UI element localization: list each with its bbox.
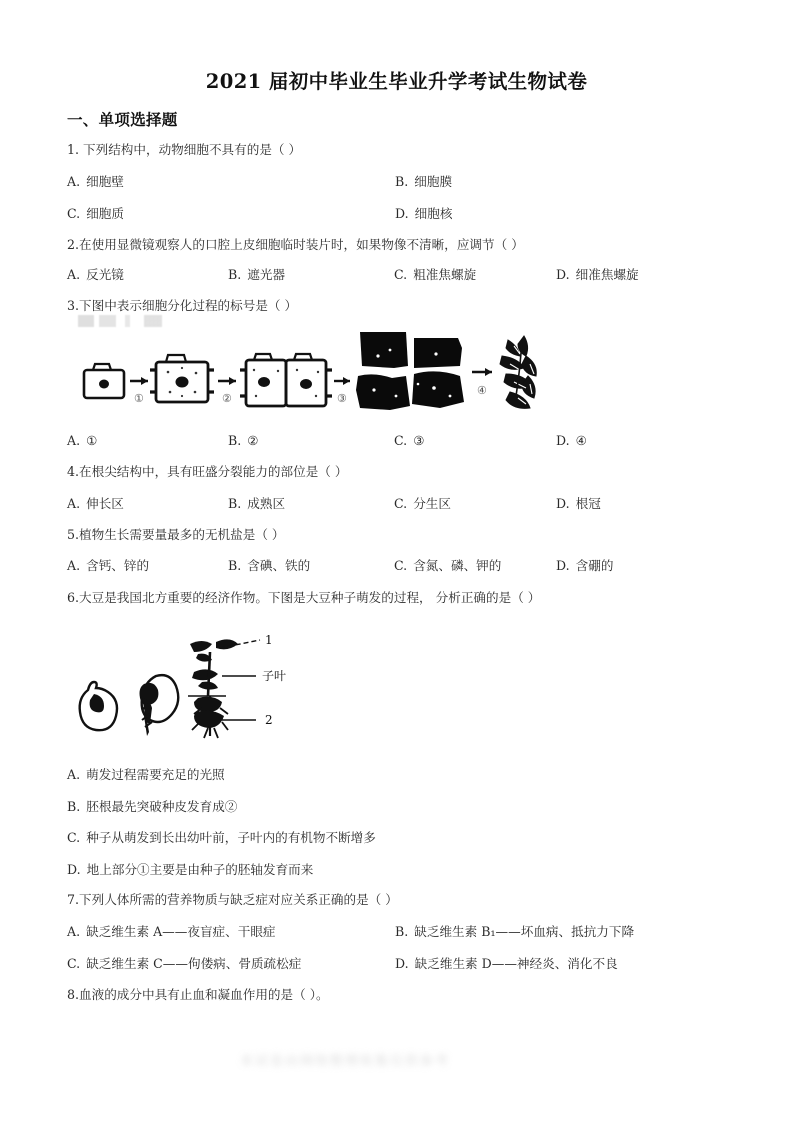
question-6-option-b: [67, 798, 237, 815]
watermark-text: 本试卷由网络整理收集仅供参考: [240, 1054, 451, 1069]
option-text: ④: [575, 433, 587, 448]
option-label: D.: [395, 956, 409, 971]
question-3-option-c: [394, 432, 425, 449]
option-label: D.: [556, 433, 570, 448]
svg-text:①: ①: [134, 392, 144, 405]
option-text: 缺乏维生素 B₁——坏血病、抵抗力下降: [414, 924, 635, 939]
option-text: 含钙、锌的: [86, 558, 150, 573]
option-text: 细胞核: [414, 206, 453, 221]
question-4-option-c: [394, 495, 451, 512]
option-text: 胚根最先突破种皮发育成②: [86, 799, 238, 814]
option-text: 伸长区: [86, 496, 124, 511]
question-1-option-c: [67, 205, 124, 222]
section-heading: 一、单项选择题: [67, 110, 178, 129]
question-6-stem: 6.大豆是我国北方重要的经济作物。下图是大豆种子萌发的过程， 分析正确的是（ ）: [67, 590, 541, 605]
option-label: B.: [228, 558, 242, 573]
option-label: C.: [67, 956, 81, 971]
question-2-option-b: [228, 266, 285, 283]
option-label: C.: [394, 433, 408, 448]
soybean-germination-figure: [70, 628, 310, 743]
option-text: 地上部分①主要是由种子的胚轴发育而来: [86, 862, 314, 877]
option-label: A.: [67, 433, 81, 448]
question-4-option-b: [228, 495, 285, 512]
option-text: 缺乏维生素 D——神经炎、消化不良: [414, 956, 618, 971]
question-2-option-a: [67, 266, 124, 283]
option-label: B.: [228, 433, 242, 448]
blurred-watermark: [240, 1052, 562, 1072]
question-5-stem: 5.植物生长需要量最多的无机盐是（ ）: [67, 527, 285, 542]
option-label: A.: [67, 924, 81, 939]
option-text: 遮光器: [247, 267, 286, 282]
question-1-option-d: [395, 205, 452, 222]
option-label: C.: [67, 206, 81, 221]
option-text: 粗准焦螺旋: [413, 267, 477, 282]
option-text: 细准焦螺旋: [575, 267, 639, 282]
svg-text:②: ②: [222, 392, 232, 405]
option-label: D.: [556, 558, 570, 573]
question-6-option-c: [67, 829, 376, 846]
option-text: 萌发过程需要充足的光照: [86, 767, 225, 782]
question-7-option-b: [395, 923, 634, 940]
option-text: 含碘、铁的: [247, 558, 311, 573]
page-title: 2021 届初中毕业生毕业升学考试生物试卷: [205, 70, 588, 93]
question-5-option-b: [228, 557, 310, 574]
question-4-stem: 4.在根尖结构中，具有旺盛分裂能力的部位是（ ）: [67, 464, 348, 479]
option-label: A.: [67, 496, 81, 511]
cell-differentiation-figure: [78, 326, 538, 426]
option-text: 成熟区: [247, 496, 286, 511]
option-text: ①: [86, 433, 98, 448]
option-label: A.: [67, 767, 81, 782]
question-4-option-a: [67, 495, 124, 512]
question-7-stem: 7.下列人体所需的营养物质与缺乏症对应关系正确的是（ ）: [67, 892, 398, 907]
question-4-option-d: [556, 495, 601, 512]
question-6-option-d: [67, 861, 313, 878]
question-7-option-a: [67, 923, 276, 940]
question-7-option-d: [395, 955, 618, 972]
question-2-stem: 2.在使用显微镜观察人的口腔上皮细胞临时装片时，如果物像不清晰，应调节（ ）: [67, 237, 524, 252]
option-label: B.: [67, 799, 81, 814]
option-label: B.: [228, 267, 242, 282]
callout-1: 1: [265, 633, 273, 647]
option-label: D.: [556, 496, 570, 511]
option-text: 反光镜: [86, 267, 124, 282]
option-text: 含硼的: [575, 558, 614, 573]
question-3-stem: 3.下图中表示细胞分化过程的标号是（ ）: [67, 298, 298, 313]
option-label: C.: [394, 267, 408, 282]
option-text: 细胞质: [86, 206, 124, 221]
option-label: A.: [67, 267, 81, 282]
question-3-option-a: [67, 432, 97, 449]
callout-cotyledon: 子叶: [262, 669, 287, 683]
svg-text:③: ③: [337, 392, 347, 405]
option-text: 分生区: [413, 496, 451, 511]
option-label: D.: [395, 206, 409, 221]
question-5-option-a: [67, 557, 149, 574]
callout-2: 2: [265, 713, 273, 727]
option-text: 缺乏维生素 A——夜盲症、干眼症: [86, 924, 276, 939]
option-text: 种子从萌发到长出幼叶前，子叶内的有机物不断增多: [86, 830, 376, 845]
question-1-option-b: [395, 173, 452, 190]
option-text: 含氮、磷、钾的: [413, 558, 502, 573]
question-7-option-c: [67, 955, 301, 972]
question-5-option-d: [556, 557, 613, 574]
question-3-option-d: [556, 432, 587, 449]
question-2-option-d: [556, 266, 639, 283]
question-1-stem: 1. 下列结构中，动物细胞不具有的是（ ）: [67, 142, 302, 157]
option-label: A.: [67, 174, 81, 189]
option-text: 细胞壁: [86, 174, 124, 189]
option-label: C.: [394, 558, 408, 573]
option-text: 细胞膜: [414, 174, 453, 189]
option-label: C.: [394, 496, 408, 511]
option-label: B.: [395, 924, 409, 939]
option-label: A.: [67, 558, 81, 573]
option-text: ③: [413, 433, 425, 448]
question-3-option-b: [228, 432, 259, 449]
question-2-option-c: [394, 266, 476, 283]
option-label: D.: [556, 267, 570, 282]
option-label: B.: [395, 174, 409, 189]
option-label: D.: [67, 862, 81, 877]
question-5-option-c: [394, 557, 501, 574]
option-label: B.: [228, 496, 242, 511]
svg-text:④: ④: [477, 384, 487, 397]
option-text: 缺乏维生素 C——佝偻病、骨质疏松症: [86, 956, 302, 971]
question-6-option-a: [67, 766, 225, 783]
question-8-stem: 8.血液的成分中具有止血和凝血作用的是（ ）。: [67, 987, 329, 1002]
question-1-option-a: [67, 173, 124, 190]
option-label: C.: [67, 830, 81, 845]
option-text: ②: [247, 433, 259, 448]
option-text: 根冠: [575, 496, 601, 511]
